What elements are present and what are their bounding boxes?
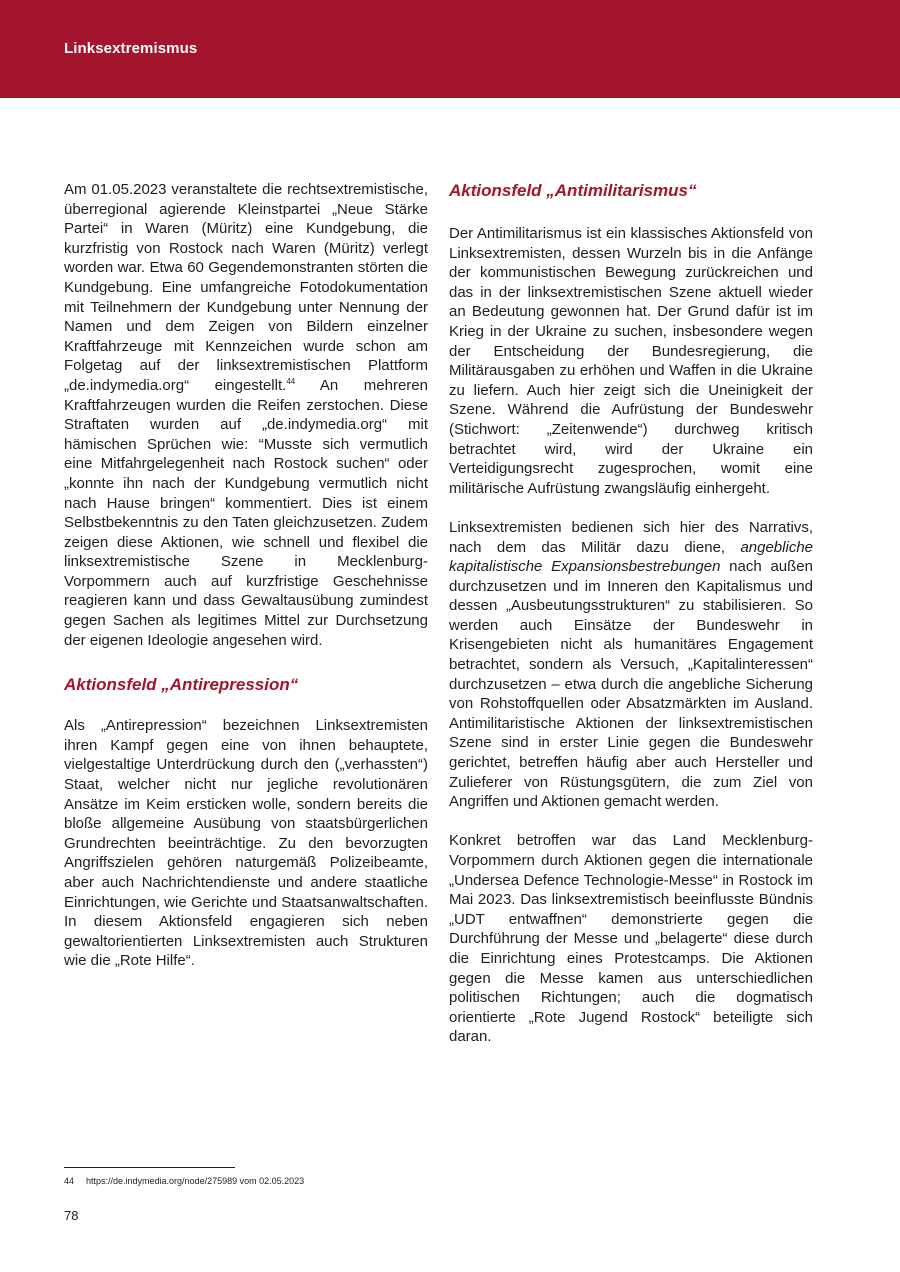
antirepression-paragraph: Als „Antirepression“ bezeichnen Linksextremisten ihren Kampf gegen eine von ihnen behauptete, vielgestaltige Unterdrückung durch den („verhassten“) Staat, welcher nicht nur jegliche revolutionären Ansätze im Keim ersticken wolle, sondern bereits die bloße allgemeine Ausübung von staatsbürgerlichen Grundrechten beeinträchtige. Zu den bevorzugten Angriffszielen gehören naturgemäß Polizeibeamte, aber auch Nachrichtendienste und andere staatliche Einrichtungen, wie Gerichte und Staatsanwaltschaften. In diesem Aktionsfeld engagieren sich neben gewaltorientierten Linksextremisten auch Strukturen wie die „Rote Hilfe“. bbox=[64, 717, 428, 970]
header-band bbox=[0, 0, 900, 98]
footnote-divider bbox=[64, 1167, 235, 1168]
page-number: 78 bbox=[64, 1208, 79, 1223]
intro-text-continued: An mehreren Kraftfahrzeugen wurden die Reifen zerstochen. Diese Straftaten wurden auf „de.indymedia.org“ mit hämischen Sprüchen wie: “Musste sich vermutlich eine Mitfahrgelegenheit nach Rostock suchen“ oder „konnte ihn nach der Kundgebung vermutlich nicht nach Hause bringen“ kommentiert. Dies ist einem Selbstbekenntnis zu den Taten gleichzusetzen. Zudem zeigen diese Aktionen, wie schnell und flexibel die linksextremistische Szene in Mecklenburg-Vorpommern auch auf kurzfristige Geschehnisse reagieren kann und dass Gewaltausübung zumindest gegen Sachen als legitimes Mittel zur Durchsetzung der eigenen Ideologie angesehen wird. bbox=[64, 376, 428, 649]
heading-antirepression: Aktionsfeld „Antirepression“ bbox=[64, 675, 299, 695]
intro-paragraph bbox=[64, 180, 428, 650]
footnote-number: 44 bbox=[64, 1176, 75, 1186]
paragraph-2-emphasis: angebliche kapitalistische Expansionsbestrebungen bbox=[449, 538, 813, 576]
right-column bbox=[449, 180, 813, 1047]
intro-text: Am 01.05.2023 veranstaltete die rechtsextremistische, überregional agierende Kleinstpartei „Neue Stärke Partei“ in Waren (Müritz) eine Kundgebung, die kurzfristig von Rostock nach Waren (Müritz) verlegt worden war. Etwa 60 Gegendemonstranten störten die Kundgebung. Eine umfangreiche Fotodokumentation mit Teilnehmern der Kundgebung unter Nennung der Namen und dem Zeigen von Bildern einzelner Kraftfahrzeuge mit Kennzeichen wurde schon am Folgetag auf der linksextremistischen Plattform „de.indymedia.org“ eingestellt. bbox=[64, 181, 428, 394]
left-column bbox=[64, 180, 428, 971]
footnote-link[interactable]: https://de.indymedia.org/node/275989 vom 02.05.2023 bbox=[86, 1176, 305, 1186]
antimilitarismus-paragraph-3: Konkret betroffen war das Land Mecklenburg-Vorpommern durch Aktionen gegen die internationale „Undersea Defence Technologie-Messe“ in Rostock im Mai 2023. Das linksextremistisch beeinflusste Bündnis „UDT entwaffnen“ demonstrierte gegen die Durchführung der Messe und „belagerte“ diese durch die Einrichtung eines Protestcamps. Die Aktionen gegen die Messe kamen aus unterschiedlichen politischen Richtungen; auch die dogmatisch orientierte „Rote Jugend Rostock“ beteiligte sich daran. bbox=[449, 832, 813, 1046]
paragraph-2-text: Linksextremisten bedienen sich hier des Narrativs, nach dem das Militär dazu diene, bbox=[449, 518, 813, 556]
paragraph-2-text-continued: nach außen durchzusetzen und im Inneren den Kapitalismus und dessen „Ausbeutungsstrukturen“ zu stabilisieren. So werden auch Einsätze der Bundeswehr in Krisengebieten nicht als humanitäres Engagement betrachtet, sondern als Versuch, „Kapitalinteressen“ durchzusetzen – etwa durch die angebliche Sicherung von Rohstoffquellen oder Absatzmärkten im Ausland. Antimilitaristische Aktionen der linksextremistischen Szene sind in erster Linie gegen die Bundeswehr gerichtet, betreffen häufig aber auch Hersteller und Zulieferer von Rüstungsgütern, die zum Ziel von Angriffen und Aktionen gemacht werden. bbox=[449, 558, 813, 811]
footnote-reference[interactable]: 44 bbox=[286, 376, 296, 386]
antimilitarismus-paragraph-1: Der Antimilitarismus ist ein klassisches Aktionsfeld von Linksextremisten, dessen Wurzeln bis in die Anfänge der kommunistischen Bewegung zurückreichen und das in der linksextremistischen Szene aktuell wieder an Bedeutung gewonnen hat. Der Grund dafür ist im Krieg in der Ukraine zu suchen, insbesondere wegen der Entscheidung der Bundesregierung, die Militärausgaben zu erhöhen und Waffen in die Ukraine zu liefern. Auch hier zeigt sich die Uneinigkeit der Szene. Während die Aufrüstung der Bundeswehr (Stichwort: „Zeitenwende“) durchweg kritisch betrachtet wird, wird der Ukraine ein Verteidigungsrecht zugesprochen, womit eine militärische Aufrüstung zwangsläufig einhergeht. bbox=[449, 225, 813, 497]
footnote bbox=[64, 1176, 304, 1186]
antimilitarismus-paragraph-2 bbox=[449, 518, 813, 812]
running-header-title: Linksextremismus bbox=[64, 40, 198, 57]
heading-antimilitarismus: Aktionsfeld „Antimilitarismus“ bbox=[449, 181, 697, 200]
